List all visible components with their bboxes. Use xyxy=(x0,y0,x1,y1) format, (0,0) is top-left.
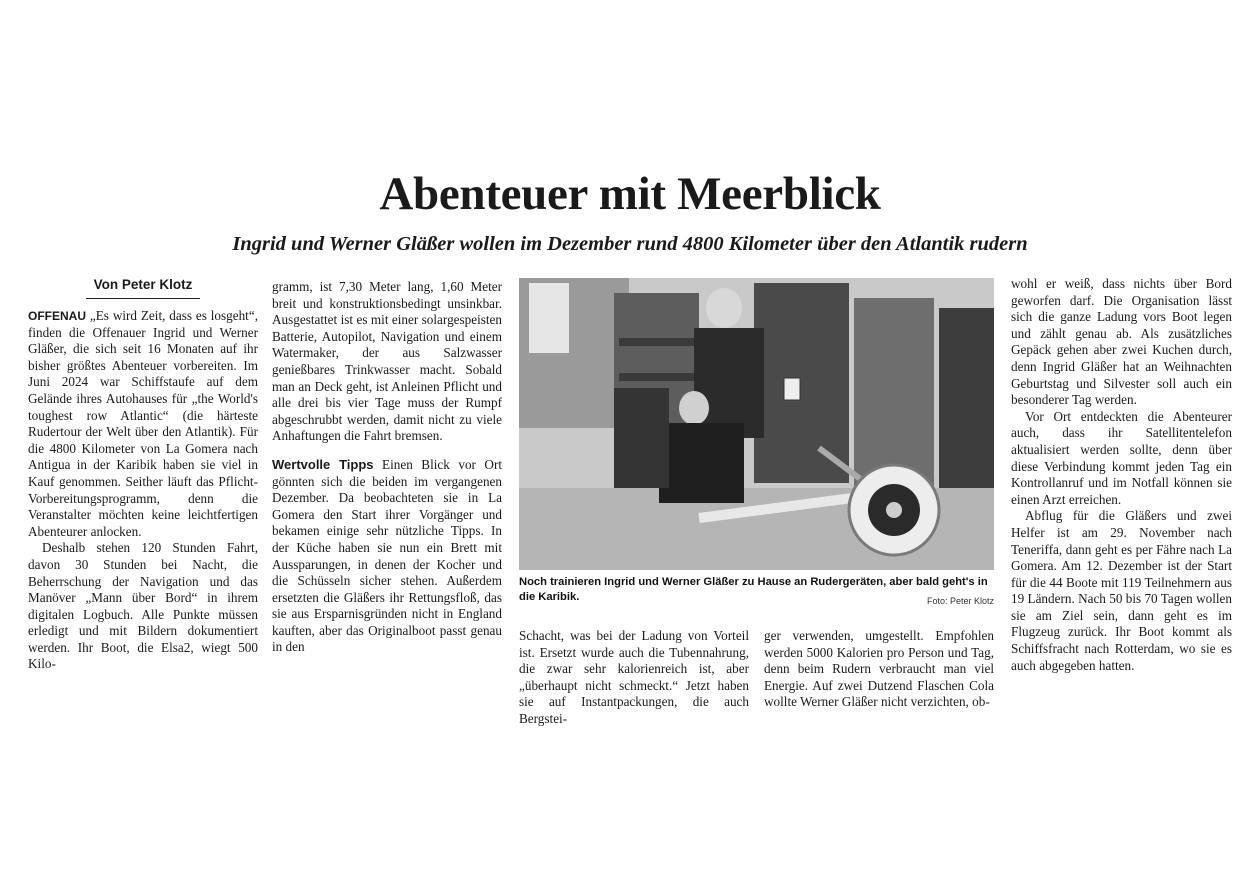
column-1 xyxy=(28,276,258,673)
col5-paragraph-2: Vor Ort entdeckten die Abenteurer auch, dass ihr Satellitentelefon aktualisiert werden sollte, denn über diese Verbindung kommt jeden Tag ein Kontrollanruf und im Notfall können sie einen Arzt erreichen. xyxy=(1011,408,1232,507)
column-5 xyxy=(1011,276,1232,674)
photo-illustration xyxy=(519,278,994,570)
column-3 xyxy=(519,628,749,728)
photo-caption: Noch trainieren Ingrid und Werner Gläßer zu Hause an Rudergeräten, aber bald geht's in die Karibik. xyxy=(519,576,988,603)
article-photo xyxy=(519,278,994,570)
col2-paragraph-1: gramm, ist 7,30 Meter lang, 1,60 Meter breit und konstruktionsbedingt unsinkbar. Ausgestattet ist es mit einer solargespeisten Batterie, Autopilot, Navigation und einem Watermaker, der aus Salzwasser genießbares Trinkwasser macht. Sobald man an Deck geht, ist Anleinen Pflicht und alle drei bis vier Tage muss der Rumpf abgeschrubbt werden, damit nicht zu viele Anhaftungen die Fahrt bremsen. xyxy=(272,279,502,444)
byline: Von Peter Klotz xyxy=(86,276,200,299)
col5-paragraph-1: wohl er weiß, dass nichts über Bord geworfen darf. Die Organisation lässt sich die ganze Ladung vors Boot legen und zählt genau ab. Als zusätzliches Gepäck gehen aber zwei Kuchen durch, denn Ingrid Gläßer hat an Weihnachten Geburtstag und Silvester soll auch ein besonderer Tag werden. xyxy=(1011,276,1232,408)
section-subtitle: Wertvolle Tipps xyxy=(272,456,374,472)
col2-paragraph-2: Wertvolle Tipps Einen Blick vor Ort gönnten sich die beiden im vergangenen Dezember. Da beobachteten sie in La Gomera den Start ihrer Vorgänger und bekamen einige sehr nützliche Tipps. In der Küche haben sie nun ein Brett mit Aussparungen, in denen der Kocher und die Schüsseln sicher stehen. Außerdem ersetzten die Gläßers ihr Rettungsfloß, das sie aus Ersparnisgründen nicht in England kauften, aber das Originalboot passt genau in den xyxy=(272,456,503,655)
dateline: OFFENAU xyxy=(28,309,86,323)
article-headline: Abenteuer mit Meerblick xyxy=(379,168,881,220)
column-2 xyxy=(272,279,502,656)
article-subheadline: Ingrid und Werner Gläßer wollen im Dezember rund 4800 Kilometer über den Atlantik rudern xyxy=(232,233,1028,255)
col5-paragraph-3: Abflug für die Gläßers und zwei Helfer ist am 29. November nach Teneriffa, dann geht es per Fähre nach La Gomera. Am 12. Dezember ist der Start für die 44 Boote mit 119 Teilnehmern aus 19 Ländern. Nach 50 bis 70 Tagen wollen sie am Ziel sein, dann geht es im Flugzeug zurück. Ihr Boot kommt als Schiffsfracht nach Rotterdam, wo sie es auch abgegeben hatten. xyxy=(1011,508,1232,673)
column-4 xyxy=(764,628,994,711)
col1-paragraph-1: OFFENAU „Es wird Zeit, dass es losgeht“, finden die Offenauer Ingrid und Werner Gläßer, die sich seit 16 Monaten auf ihr bisher größtes Abenteuer vorbereiten. Im Juni 2024 war Schiffstaufe auf dem Gelände ihres Autohauses für „the World's toughest row Atlantic“ (die härteste Rudertour der Welt über den Atlantik). Für die 4800 Kilometer von La Gomera nach Antigua in der Karibik haben sie viel in Kauf genommen. Seither läuft das Pflicht-Vorbereitungsprogramm, denn die Veranstalter möchten keine leichtfertigen Abenteurer anlocken. xyxy=(28,308,258,539)
col1-paragraph-2: Deshalb stehen 120 Stunden Fahrt, davon 30 Stunden bei Nacht, die Beherrschung der Navigation und das Manöver „Mann über Bord“ in ihrem digitalen Logbuch. Alle Punkte müssen erledigt und mit Bildern dokumentiert werden. Ihr Boot, die Elsa2, wiegt 500 Kilo- xyxy=(28,540,258,672)
col4-paragraph-1: ger verwenden, umgestellt. Empfohlen werden 5000 Kalorien pro Person und Tag, denn beim Rudern verbraucht man viel Energie. Auf zwei Dutzend Flaschen Cola wollte Werner Gläßer nicht verzichten, ob- xyxy=(764,628,994,710)
photo-credit: Foto: Peter Klotz xyxy=(926,596,994,606)
col3-paragraph-1: Schacht, was bei der Ladung von Vorteil ist. Ersetzt wurde auch die Tubennahrung, die zwar sehr kalorienreich ist, aber „überhaupt nicht schmeckt.“ Jetzt haben sie auf Instantpackungen, die auch Bergstei- xyxy=(519,628,749,726)
